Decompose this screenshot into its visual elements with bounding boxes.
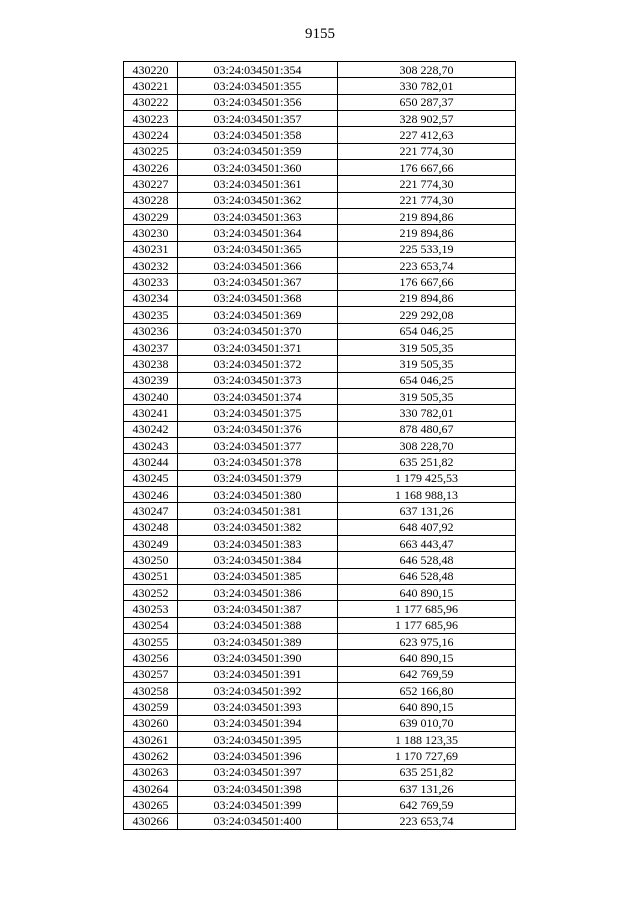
cadastral-number-cell: 03:24:034501:398 [178, 781, 338, 797]
table-row [124, 94, 516, 110]
row-number-cell: 430223 [124, 111, 178, 127]
table-row [124, 519, 516, 535]
cadastral-value-cell: 1 177 685,96 [338, 601, 516, 617]
table-body [124, 62, 516, 830]
row-number-cell: 430229 [124, 209, 178, 225]
row-number-cell: 430256 [124, 650, 178, 666]
row-number-cell: 430227 [124, 176, 178, 192]
cadastral-value-cell: 219 894,86 [338, 225, 516, 241]
row-number-cell: 430238 [124, 356, 178, 372]
cadastral-value-cell: 328 902,57 [338, 111, 516, 127]
table-row [124, 372, 516, 388]
row-number-cell: 430234 [124, 290, 178, 306]
cadastral-value-cell: 225 533,19 [338, 241, 516, 257]
cadastral-number-cell: 03:24:034501:376 [178, 421, 338, 437]
table-row [124, 307, 516, 323]
row-number-cell: 430224 [124, 127, 178, 143]
cadastral-number-cell: 03:24:034501:372 [178, 356, 338, 372]
cadastral-number-cell: 03:24:034501:392 [178, 683, 338, 699]
page-number: 9155 [305, 26, 335, 42]
row-number-cell: 430237 [124, 339, 178, 355]
cadastral-value-cell: 219 894,86 [338, 209, 516, 225]
cadastral-value-cell: 648 407,92 [338, 519, 516, 535]
cadastral-number-cell: 03:24:034501:364 [178, 225, 338, 241]
table-row [124, 634, 516, 650]
cadastral-number-cell: 03:24:034501:375 [178, 405, 338, 421]
table-row [124, 535, 516, 551]
cadastral-value-cell: 663 443,47 [338, 535, 516, 551]
cadastral-number-cell: 03:24:034501:371 [178, 339, 338, 355]
cadastral-number-cell: 03:24:034501:379 [178, 470, 338, 486]
table-row [124, 585, 516, 601]
table-row [124, 437, 516, 453]
cadastral-number-cell: 03:24:034501:394 [178, 715, 338, 731]
cadastral-value-cell: 1 177 685,96 [338, 617, 516, 633]
row-number-cell: 430245 [124, 470, 178, 486]
table-row [124, 274, 516, 290]
table-row [124, 258, 516, 274]
cadastral-value-cell: 642 769,59 [338, 666, 516, 682]
cadastral-number-cell: 03:24:034501:354 [178, 62, 338, 78]
cadastral-number-cell: 03:24:034501:383 [178, 535, 338, 551]
row-number-cell: 430266 [124, 813, 178, 829]
table-row [124, 323, 516, 339]
row-number-cell: 430251 [124, 568, 178, 584]
table-row [124, 601, 516, 617]
cadastral-number-cell: 03:24:034501:361 [178, 176, 338, 192]
cadastral-value-cell: 635 251,82 [338, 764, 516, 780]
cadastral-value-cell: 654 046,25 [338, 323, 516, 339]
cadastral-value-cell: 221 774,30 [338, 192, 516, 208]
table-row [124, 356, 516, 372]
cadastral-number-cell: 03:24:034501:374 [178, 388, 338, 404]
cadastral-number-cell: 03:24:034501:393 [178, 699, 338, 715]
cadastral-value-cell: 1 168 988,13 [338, 486, 516, 502]
table-row [124, 405, 516, 421]
cadastral-number-cell: 03:24:034501:369 [178, 307, 338, 323]
table-row [124, 715, 516, 731]
row-number-cell: 430242 [124, 421, 178, 437]
cadastral-number-cell: 03:24:034501:356 [178, 94, 338, 110]
cadastral-value-cell: 229 292,08 [338, 307, 516, 323]
row-number-cell: 430253 [124, 601, 178, 617]
row-number-cell: 430265 [124, 797, 178, 813]
table-row [124, 78, 516, 94]
cadastral-number-cell: 03:24:034501:365 [178, 241, 338, 257]
row-number-cell: 430225 [124, 143, 178, 159]
cadastral-value-cell: 176 667,66 [338, 160, 516, 176]
table-row [124, 421, 516, 437]
cadastral-number-cell: 03:24:034501:396 [178, 748, 338, 764]
row-number-cell: 430240 [124, 388, 178, 404]
cadastral-number-cell: 03:24:034501:391 [178, 666, 338, 682]
table-row [124, 209, 516, 225]
row-number-cell: 430228 [124, 192, 178, 208]
cadastral-value-cell: 319 505,35 [338, 339, 516, 355]
row-number-cell: 430226 [124, 160, 178, 176]
cadastral-number-cell: 03:24:034501:390 [178, 650, 338, 666]
cadastral-number-cell: 03:24:034501:367 [178, 274, 338, 290]
cadastral-number-cell: 03:24:034501:363 [178, 209, 338, 225]
row-number-cell: 430235 [124, 307, 178, 323]
table-row [124, 503, 516, 519]
cadastral-value-cell: 1 188 123,35 [338, 732, 516, 748]
row-number-cell: 430236 [124, 323, 178, 339]
cadastral-number-cell: 03:24:034501:397 [178, 764, 338, 780]
row-number-cell: 430222 [124, 94, 178, 110]
cadastral-value-cell: 640 890,15 [338, 585, 516, 601]
cadastral-value-cell: 646 528,48 [338, 568, 516, 584]
table-row [124, 797, 516, 813]
row-number-cell: 430220 [124, 62, 178, 78]
cadastral-value-cell: 878 480,67 [338, 421, 516, 437]
table-row [124, 470, 516, 486]
table-row [124, 568, 516, 584]
table-row [124, 486, 516, 502]
table-row [124, 111, 516, 127]
row-number-cell: 430241 [124, 405, 178, 421]
cadastral-value-cell: 637 131,26 [338, 781, 516, 797]
cadastral-value-cell: 219 894,86 [338, 290, 516, 306]
cadastral-value-cell: 223 653,74 [338, 258, 516, 274]
cadastral-value-cell: 654 046,25 [338, 372, 516, 388]
table-row [124, 650, 516, 666]
table-row [124, 732, 516, 748]
cadastral-value-cell: 308 228,70 [338, 62, 516, 78]
table-row [124, 127, 516, 143]
row-number-cell: 430259 [124, 699, 178, 715]
cadastral-value-cell: 623 975,16 [338, 634, 516, 650]
table-row [124, 454, 516, 470]
cadastral-value-cell: 330 782,01 [338, 78, 516, 94]
row-number-cell: 430263 [124, 764, 178, 780]
row-number-cell: 430246 [124, 486, 178, 502]
row-number-cell: 430261 [124, 732, 178, 748]
cadastral-number-cell: 03:24:034501:358 [178, 127, 338, 143]
cadastral-number-cell: 03:24:034501:400 [178, 813, 338, 829]
cadastral-number-cell: 03:24:034501:355 [178, 78, 338, 94]
row-number-cell: 430252 [124, 585, 178, 601]
row-number-cell: 430232 [124, 258, 178, 274]
table-row [124, 748, 516, 764]
cadastral-value-cell: 640 890,15 [338, 699, 516, 715]
cadastral-number-cell: 03:24:034501:360 [178, 160, 338, 176]
cadastral-number-cell: 03:24:034501:366 [178, 258, 338, 274]
cadastral-value-cell: 642 769,59 [338, 797, 516, 813]
cadastral-number-cell: 03:24:034501:370 [178, 323, 338, 339]
cadastral-number-cell: 03:24:034501:386 [178, 585, 338, 601]
cadastral-number-cell: 03:24:034501:378 [178, 454, 338, 470]
row-number-cell: 430230 [124, 225, 178, 241]
row-number-cell: 430254 [124, 617, 178, 633]
row-number-cell: 430260 [124, 715, 178, 731]
row-number-cell: 430231 [124, 241, 178, 257]
cadastral-value-cell: 650 287,37 [338, 94, 516, 110]
cadastral-value-table [123, 61, 516, 830]
cadastral-number-cell: 03:24:034501:389 [178, 634, 338, 650]
cadastral-number-cell: 03:24:034501:385 [178, 568, 338, 584]
cadastral-value-cell: 646 528,48 [338, 552, 516, 568]
cadastral-number-cell: 03:24:034501:382 [178, 519, 338, 535]
row-number-cell: 430250 [124, 552, 178, 568]
table-row [124, 699, 516, 715]
cadastral-value-cell: 635 251,82 [338, 454, 516, 470]
row-number-cell: 430239 [124, 372, 178, 388]
row-number-cell: 430247 [124, 503, 178, 519]
row-number-cell: 430255 [124, 634, 178, 650]
cadastral-number-cell: 03:24:034501:395 [178, 732, 338, 748]
cadastral-value-cell: 1 179 425,53 [338, 470, 516, 486]
row-number-cell: 430248 [124, 519, 178, 535]
cadastral-value-cell: 308 228,70 [338, 437, 516, 453]
row-number-cell: 430221 [124, 78, 178, 94]
table-row [124, 241, 516, 257]
row-number-cell: 430233 [124, 274, 178, 290]
table-row [124, 143, 516, 159]
cadastral-value-cell: 227 412,63 [338, 127, 516, 143]
table-row [124, 781, 516, 797]
row-number-cell: 430243 [124, 437, 178, 453]
cadastral-value-cell: 330 782,01 [338, 405, 516, 421]
cadastral-value-cell: 221 774,30 [338, 143, 516, 159]
table-row [124, 225, 516, 241]
cadastral-value-cell: 319 505,35 [338, 356, 516, 372]
cadastral-number-cell: 03:24:034501:357 [178, 111, 338, 127]
row-number-cell: 430249 [124, 535, 178, 551]
cadastral-value-cell: 652 166,80 [338, 683, 516, 699]
cadastral-number-cell: 03:24:034501:381 [178, 503, 338, 519]
cadastral-number-cell: 03:24:034501:384 [178, 552, 338, 568]
cadastral-value-cell: 319 505,35 [338, 388, 516, 404]
row-number-cell: 430264 [124, 781, 178, 797]
table-row [124, 176, 516, 192]
cadastral-value-cell: 639 010,70 [338, 715, 516, 731]
cadastral-number-cell: 03:24:034501:388 [178, 617, 338, 633]
row-number-cell: 430257 [124, 666, 178, 682]
table-row [124, 290, 516, 306]
table-row [124, 813, 516, 829]
table-row [124, 192, 516, 208]
table-row [124, 617, 516, 633]
cadastral-value-cell: 640 890,15 [338, 650, 516, 666]
cadastral-number-cell: 03:24:034501:377 [178, 437, 338, 453]
table-row [124, 388, 516, 404]
cadastral-number-cell: 03:24:034501:359 [178, 143, 338, 159]
cadastral-value-cell: 1 170 727,69 [338, 748, 516, 764]
table-row [124, 552, 516, 568]
table-row [124, 683, 516, 699]
cadastral-number-cell: 03:24:034501:380 [178, 486, 338, 502]
cadastral-value-cell: 637 131,26 [338, 503, 516, 519]
cadastral-value-cell: 176 667,66 [338, 274, 516, 290]
table-row [124, 666, 516, 682]
table-row [124, 339, 516, 355]
table-row [124, 764, 516, 780]
table-row [124, 62, 516, 78]
cadastral-value-cell: 223 653,74 [338, 813, 516, 829]
cadastral-number-cell: 03:24:034501:387 [178, 601, 338, 617]
cadastral-number-cell: 03:24:034501:399 [178, 797, 338, 813]
cadastral-number-cell: 03:24:034501:362 [178, 192, 338, 208]
cadastral-number-cell: 03:24:034501:373 [178, 372, 338, 388]
cadastral-value-cell: 221 774,30 [338, 176, 516, 192]
row-number-cell: 430244 [124, 454, 178, 470]
row-number-cell: 430262 [124, 748, 178, 764]
row-number-cell: 430258 [124, 683, 178, 699]
table-row [124, 160, 516, 176]
cadastral-number-cell: 03:24:034501:368 [178, 290, 338, 306]
